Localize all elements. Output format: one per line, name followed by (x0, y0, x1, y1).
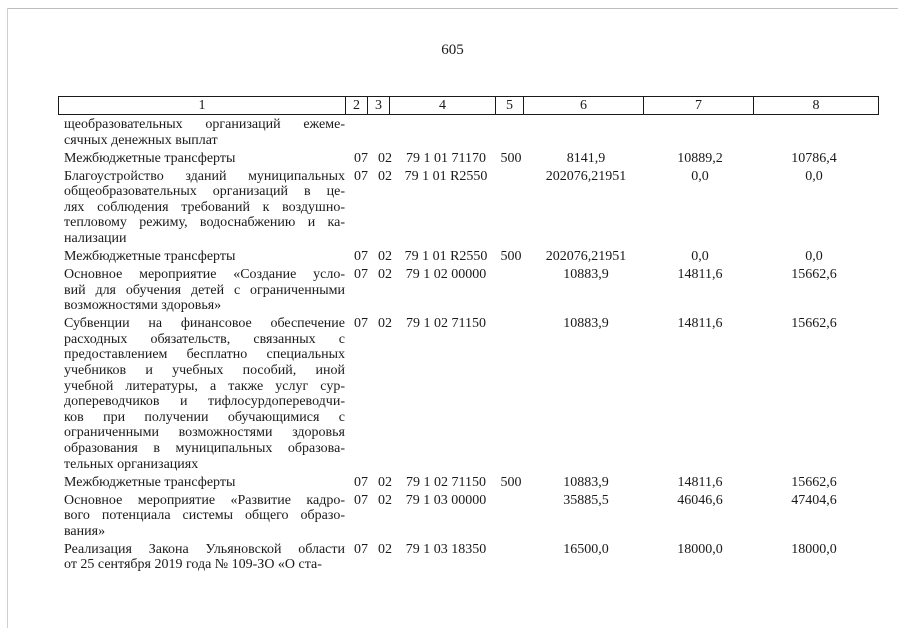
row-description-line: Благоустройство зданий муниципальных (64, 168, 345, 184)
cell-amount-col6: 202076,21951 (545, 249, 627, 264)
row-description-line: ограниченными возможностями здоровья (64, 425, 345, 441)
page-number: 605 (441, 42, 464, 58)
cell-target-code: 79 1 03 00000 (405, 492, 487, 508)
cell-target-code: 79 1 02 71150 (406, 316, 486, 332)
cell-amount-col6: 8141,9 (566, 150, 606, 166)
cell-amount-col8: 0,0 (805, 168, 823, 184)
header-col-7: 7 (644, 97, 754, 114)
row-description-line: Межбюджетные трансферты (64, 150, 236, 166)
row-description-line: Субвенции на финансовое обеспечение (64, 316, 345, 332)
row-description-line: Основное мероприятие «Развитие кадро- (64, 492, 345, 508)
cell-expense-type: 500 (500, 249, 522, 264)
row-description-line: учебной литературы, а также услуг сур- (64, 378, 345, 394)
row-description (64, 169, 345, 247)
header-col-8: 8 (812, 98, 820, 113)
row-description-line: Основное мероприятие «Создание усло- (64, 267, 345, 282)
cell-amount-col7: 46046,6 (677, 492, 723, 508)
cell-target-code: 79 1 01 R2550 (404, 168, 488, 184)
cell-amount-col8: 15662,6 (791, 267, 837, 282)
header-col-6: 6 (524, 97, 644, 114)
cell-amount-col7: 10889,2 (677, 150, 723, 166)
row-description (64, 475, 345, 491)
row-description-line: нализации (64, 230, 127, 246)
row-description (64, 542, 345, 573)
cell-target-code: 79 1 02 71150 (406, 474, 486, 490)
cell-section: 07 (354, 492, 368, 508)
cell-subsection: 02 (378, 249, 392, 264)
cell-amount-col7: 14811,6 (677, 474, 723, 490)
cell-amount-col8: 15662,6 (791, 316, 837, 332)
cell-amount-col7: 14811,6 (677, 316, 723, 332)
cell-section: 07 (354, 316, 368, 332)
row-description-line: лях соблюдения требований к воздушно- (64, 199, 345, 215)
cell-target-code: 79 1 02 00000 (405, 267, 487, 282)
cell-amount-col7: 18000,0 (677, 541, 723, 557)
cell-amount-col7: 0,0 (691, 249, 709, 264)
row-description-line: предоставлением бесплатно специальных (64, 347, 345, 363)
cell-amount-col8: 47404,6 (791, 492, 837, 508)
cell-section: 07 (354, 168, 368, 184)
row-description-line: Реализация Закона Ульяновской области (64, 541, 345, 557)
row-description-line: учебников и учебных пособий, иной (64, 362, 345, 378)
row-description (64, 267, 345, 314)
cell-target-code: 79 1 01 R2550 (404, 249, 488, 264)
row-description (64, 316, 345, 472)
cell-amount-col8: 10786,4 (791, 150, 837, 166)
cell-subsection: 02 (378, 541, 392, 557)
cell-target-code: 79 1 03 18350 (405, 541, 487, 557)
cell-amount-col6: 202076,21951 (545, 168, 627, 184)
row-description (64, 493, 345, 540)
row-description-line: от 25 сентября 2019 года № 109-ЗО «О ста- (64, 557, 322, 573)
row-description-line: вания» (64, 523, 106, 539)
cell-subsection: 02 (378, 150, 392, 166)
row-description-line: тепловому режиму, водоснабжению и ка- (64, 215, 345, 231)
row-description-line: расходных обязательств, связанных с (64, 331, 345, 347)
cell-section: 07 (354, 474, 368, 490)
cell-section: 07 (354, 541, 368, 557)
row-description-line: тельных организациях (64, 456, 199, 472)
cell-expense-type: 500 (500, 150, 522, 166)
cell-amount-col6: 10883,9 (563, 267, 609, 282)
cell-expense-type: 500 (500, 474, 522, 490)
row-description (64, 151, 345, 167)
cell-amount-col7: 14811,6 (677, 267, 723, 282)
header-col-2: 2 (346, 97, 368, 114)
row-description-line: сячных денежных выплат (64, 132, 218, 148)
cell-subsection: 02 (378, 267, 392, 282)
row-description-line: общеобразовательных организаций в це- (64, 184, 345, 200)
cell-amount-col7: 0,0 (691, 168, 709, 184)
header-col-5: 5 (496, 97, 524, 114)
cell-subsection: 02 (378, 316, 392, 332)
row-description (64, 117, 345, 148)
row-description-line: Межбюджетные трансферты (64, 474, 236, 490)
cell-amount-col6: 35885,5 (563, 492, 609, 508)
cell-target-code: 79 1 01 71170 (406, 150, 486, 166)
header-col-3: 3 (368, 97, 390, 114)
cell-amount-col6: 10883,9 (563, 474, 609, 490)
cell-amount-col6: 16500,0 (563, 541, 609, 557)
cell-section: 07 (354, 249, 368, 264)
row-description (64, 249, 345, 265)
table-body (0, 117, 905, 637)
row-description-line: допереводчиков и тифлосурдопереводчи- (64, 394, 345, 410)
header-col-4: 4 (390, 97, 496, 114)
row-description-line: щеобразовательных организаций ежеме- (64, 117, 345, 132)
table-header (58, 96, 879, 115)
row-description-line: Межбюджетные трансферты (64, 249, 236, 264)
cell-section: 07 (354, 150, 368, 166)
page-edge-top (8, 8, 898, 9)
row-description-line: вий для обучения детей с ограниченными (64, 282, 345, 298)
header-col-1: 1 (59, 97, 346, 114)
row-description-line: возможностями здоровья» (64, 298, 222, 314)
cell-section: 07 (354, 267, 368, 282)
cell-amount-col6: 10883,9 (563, 316, 609, 332)
cell-subsection: 02 (378, 474, 392, 490)
row-description-line: вого потенциала системы общего образо- (64, 508, 345, 524)
row-description-line: ков при получении обучающимися с (64, 409, 345, 425)
cell-subsection: 02 (378, 492, 392, 508)
row-description-line: образования в муниципальных образова- (64, 440, 345, 456)
cell-amount-col8: 18000,0 (791, 541, 837, 557)
cell-subsection: 02 (378, 168, 392, 184)
cell-amount-col8: 0,0 (805, 249, 823, 264)
cell-amount-col8: 15662,6 (791, 474, 837, 490)
